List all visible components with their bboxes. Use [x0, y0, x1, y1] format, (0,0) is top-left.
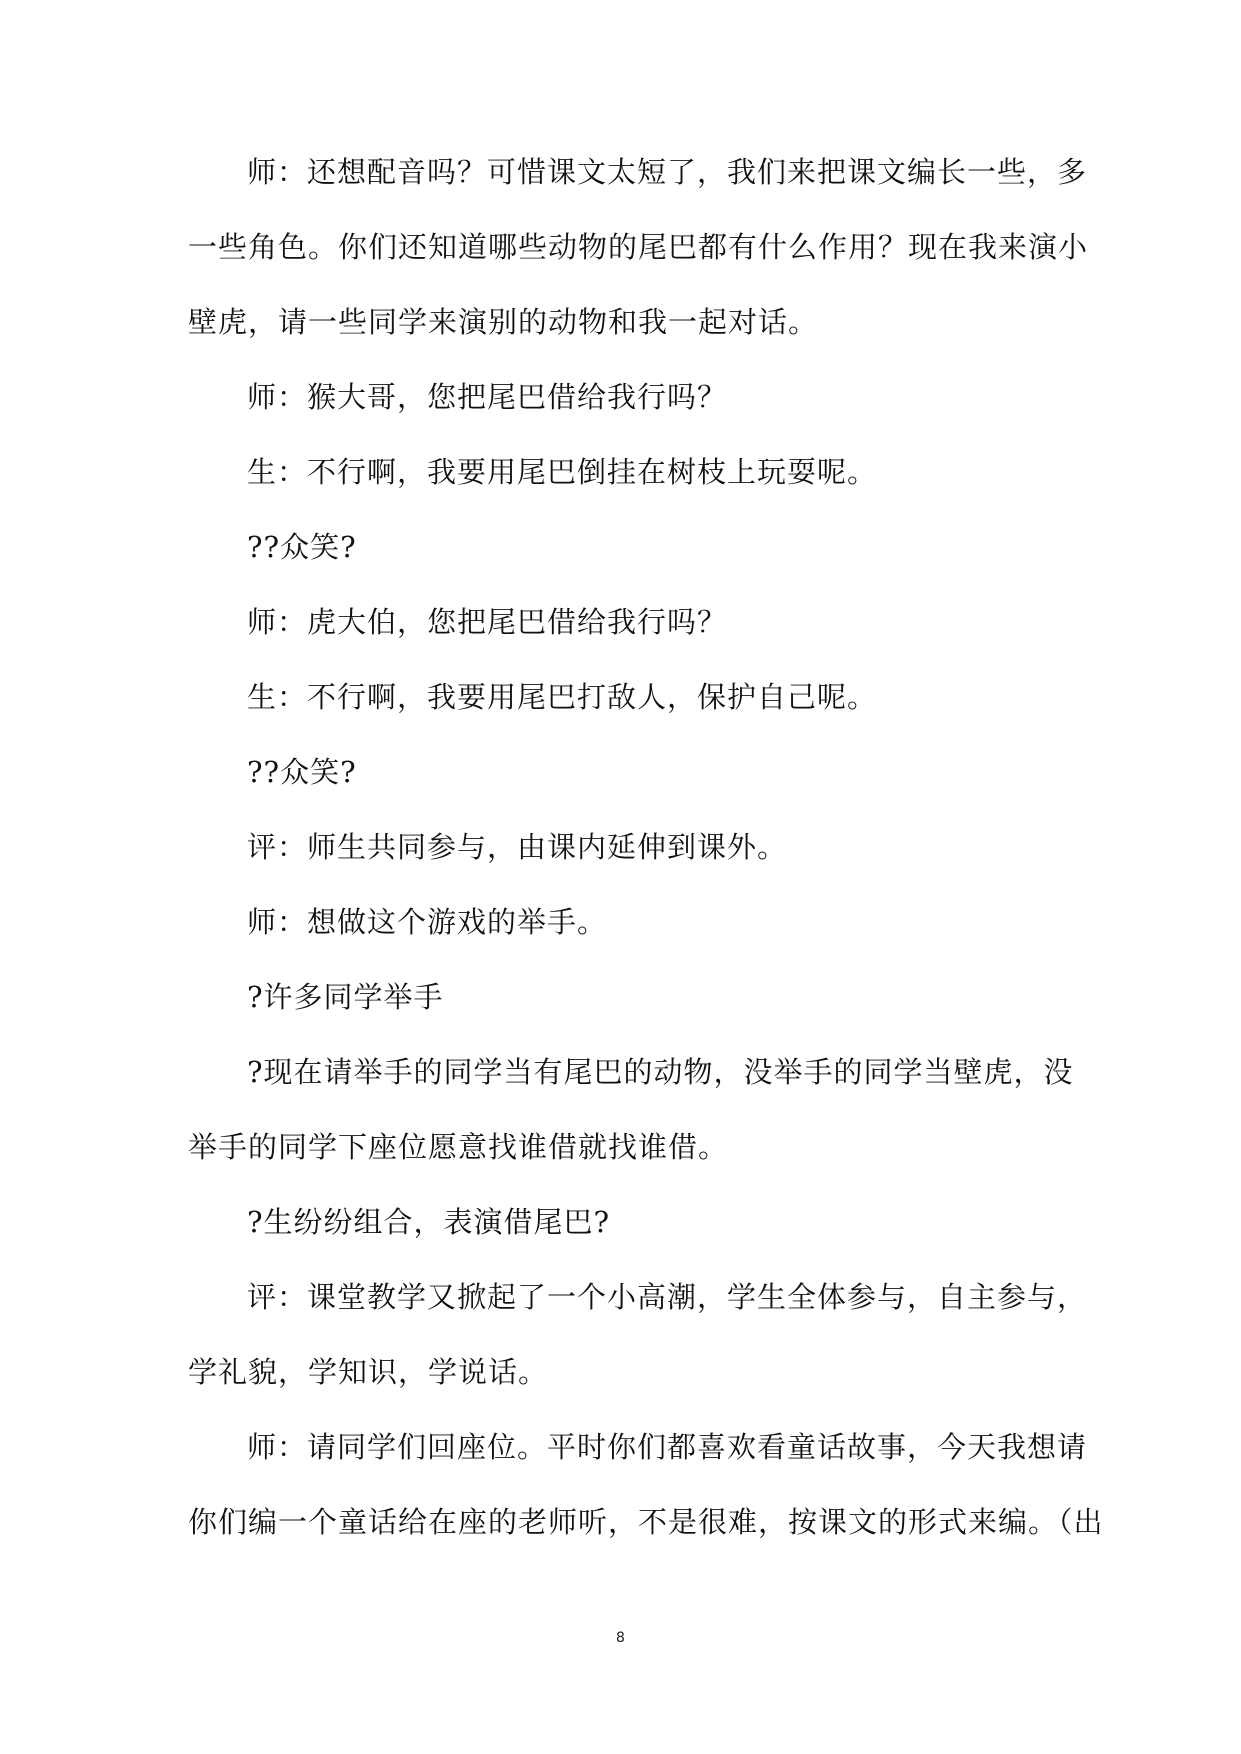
text-line: 壁虎，请一些同学来演别的动物和我一起对话。 [188, 305, 819, 339]
text-line: 评：师生共同参与，由课内延伸到课外。 [247, 830, 788, 864]
text-line: 生：不行啊，我要用尾巴打敌人，保护自己呢。 [247, 680, 878, 714]
page-number: 8 [616, 1630, 625, 1646]
text-line: 生：不行啊，我要用尾巴倒挂在树枝上玩耍呢。 [247, 455, 878, 489]
text-line: 学礼貌，学知识，学说话。 [188, 1355, 549, 1389]
text-line: ??众笑? [247, 755, 357, 789]
text-line: 师：还想配音吗？可惜课文太短了，我们来把课文编长一些，多 [247, 155, 1088, 189]
text-line: 师：虎大伯，您把尾巴借给我行吗？ [247, 605, 728, 639]
text-line: ?现在请举手的同学当有尾巴的动物，没举手的同学当壁虎，没 [247, 1055, 1074, 1089]
text-line: 师：想做这个游戏的举手。 [247, 905, 608, 939]
text-line: 举手的同学下座位愿意找谁借就找谁借。 [188, 1130, 729, 1164]
text-line: ??众笑? [247, 530, 357, 564]
text-line: 评：课堂教学又掀起了一个小高潮，学生全体参与，自主参与， [247, 1280, 1088, 1314]
text-line: ?许多同学举手 [247, 980, 444, 1014]
text-line: 你们编一个童话给在座的老师听，不是很难，按课文的形式来编。（出 [188, 1505, 1104, 1539]
text-line: 师：请同学们回座位。平时你们都喜欢看童话故事，今天我想请 [247, 1430, 1088, 1464]
text-line: ?生纷纷组合，表演借尾巴? [247, 1205, 611, 1239]
text-line: 一些角色。你们还知道哪些动物的尾巴都有什么作用？现在我来演小 [188, 230, 1089, 264]
text-line: 师：猴大哥，您把尾巴借给我行吗？ [247, 380, 728, 414]
